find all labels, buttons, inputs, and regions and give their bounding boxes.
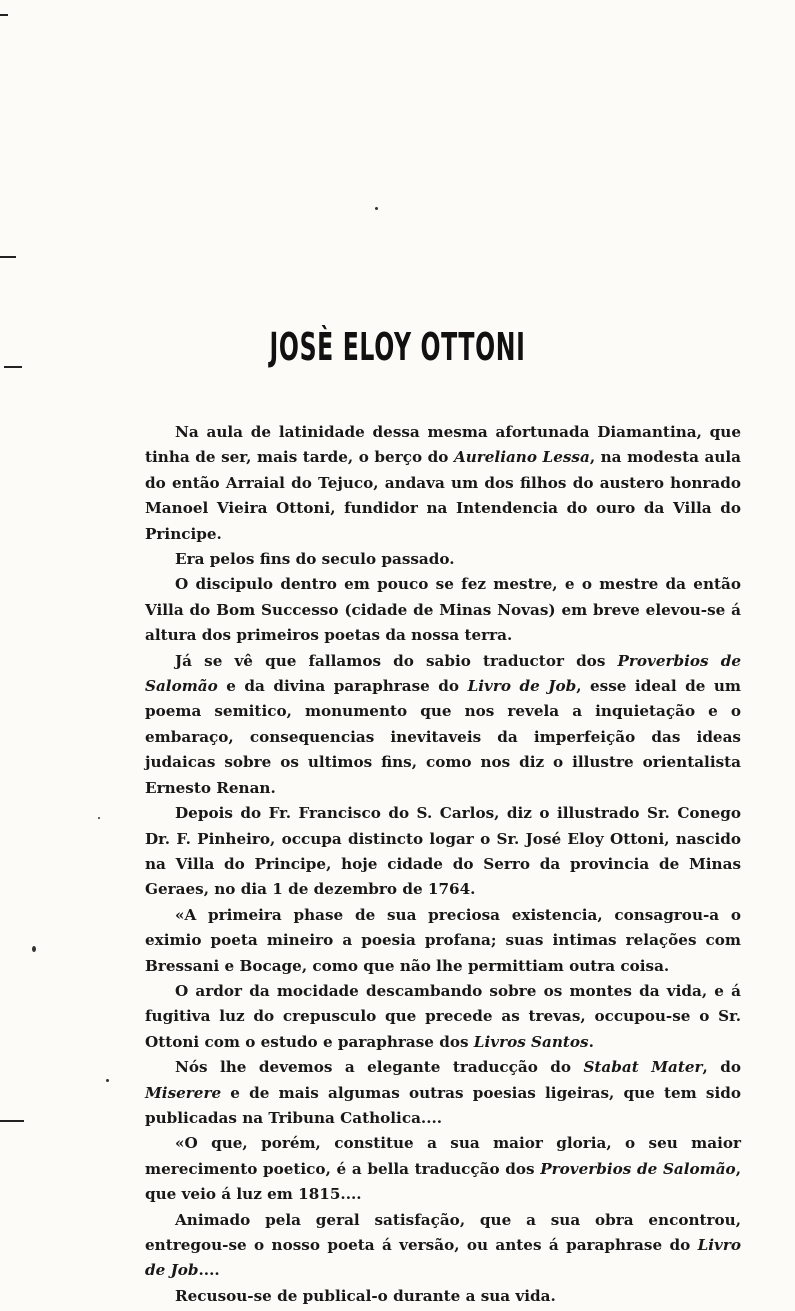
- paragraph: Recusou-se de publical-o durante a sua vida.: [175, 1286, 556, 1305]
- scan-artifact-tick: [0, 1120, 24, 1122]
- scan-artifact-dot: [375, 207, 378, 210]
- paragraph: Nós lhe devemos a elegante traducção do Stabat Mater, do Miserere e de mais algumas outras poesias ligeiras, que tem sido publicadas na Tribuna Catholica....: [145, 1058, 742, 1127]
- scan-artifact-tick: [0, 14, 8, 16]
- scan-artifact-dot: [106, 1079, 109, 1082]
- paragraph: Animado pela geral satisfação, que a sua obra encontrou, entregou-se o nosso poeta á versão, ou antes á paraphrase do Livro de Job....: [145, 1210, 741, 1280]
- scan-artifact-tick: [4, 366, 22, 368]
- paragraph: Era pelos fins do seculo passado.: [175, 550, 455, 569]
- scan-artifact-dot: [98, 817, 100, 819]
- scan-artifact-tick: [0, 256, 16, 258]
- article-body: [145, 420, 741, 1309]
- paragraph: «O que, porém, constitue a sua maior gloria, o seu maior merecimento poetico, é a bella traducção dos Proverbios de Salomão, que veio á luz em 1815....: [145, 1134, 741, 1204]
- paragraph: «A primeira phase de sua preciosa existencia, consagrou-a o eximio poeta mineiro a poesia profana; suas intimas relações com Bressani e Bocage, como que não lhe permittiam outra coisa.: [145, 905, 741, 975]
- paragraph: Já se vê que fallamos do sabio traductor dos Proverbios de Salomão e da divina paraphrase do Livro de Job, esse ideal de um poema semitico, monumento que nos revela a inquietação e o embaraço, consequencias inevitaveis da imperfeição das ideas judaicas sobre os ultimos fins, como nos diz o illustre orientalista Ernesto Renan.: [145, 651, 742, 797]
- paragraph: O ardor da mocidade descambando sobre os montes da vida, e á fugitiva luz do crepusculo que precede as trevas, occupou-se o Sr. Ottoni com o estudo e paraphrase dos Livros Santos.: [145, 981, 741, 1051]
- paragraph: Depois do Fr. Francisco do S. Carlos, diz o illustrado Sr. Conego Dr. F. Pinheiro, occupa distincto logar o Sr. José Eloy Ottoni, nascido na Villa do Principe, hoje cidade do Serro da provincia de Minas Geraes, no dia 1 de dezembro de 1764.: [145, 804, 741, 899]
- paragraph: O discipulo dentro em pouco se fez mestre, e o mestre da então Villa do Bom Successo (cidade de Minas Novas) em breve elevou-se á altura dos primeiros poetas da nossa terra.: [145, 575, 741, 645]
- scan-artifact-dot: [32, 946, 36, 952]
- paragraph: Na aula de latinidade dessa mesma afortunada Diamantina, que tinha de ser, mais tarde, o berço do Aureliano Lessa, na modesta aula do então Arraial do Tejuco, andava um dos filhos do austero honrado Manoel Vieira Ottoni, fundidor na Intendencia do ouro da Villa do Principe.: [145, 423, 741, 543]
- page-title: JOSÈ ELOY OTTONI: [269, 325, 526, 370]
